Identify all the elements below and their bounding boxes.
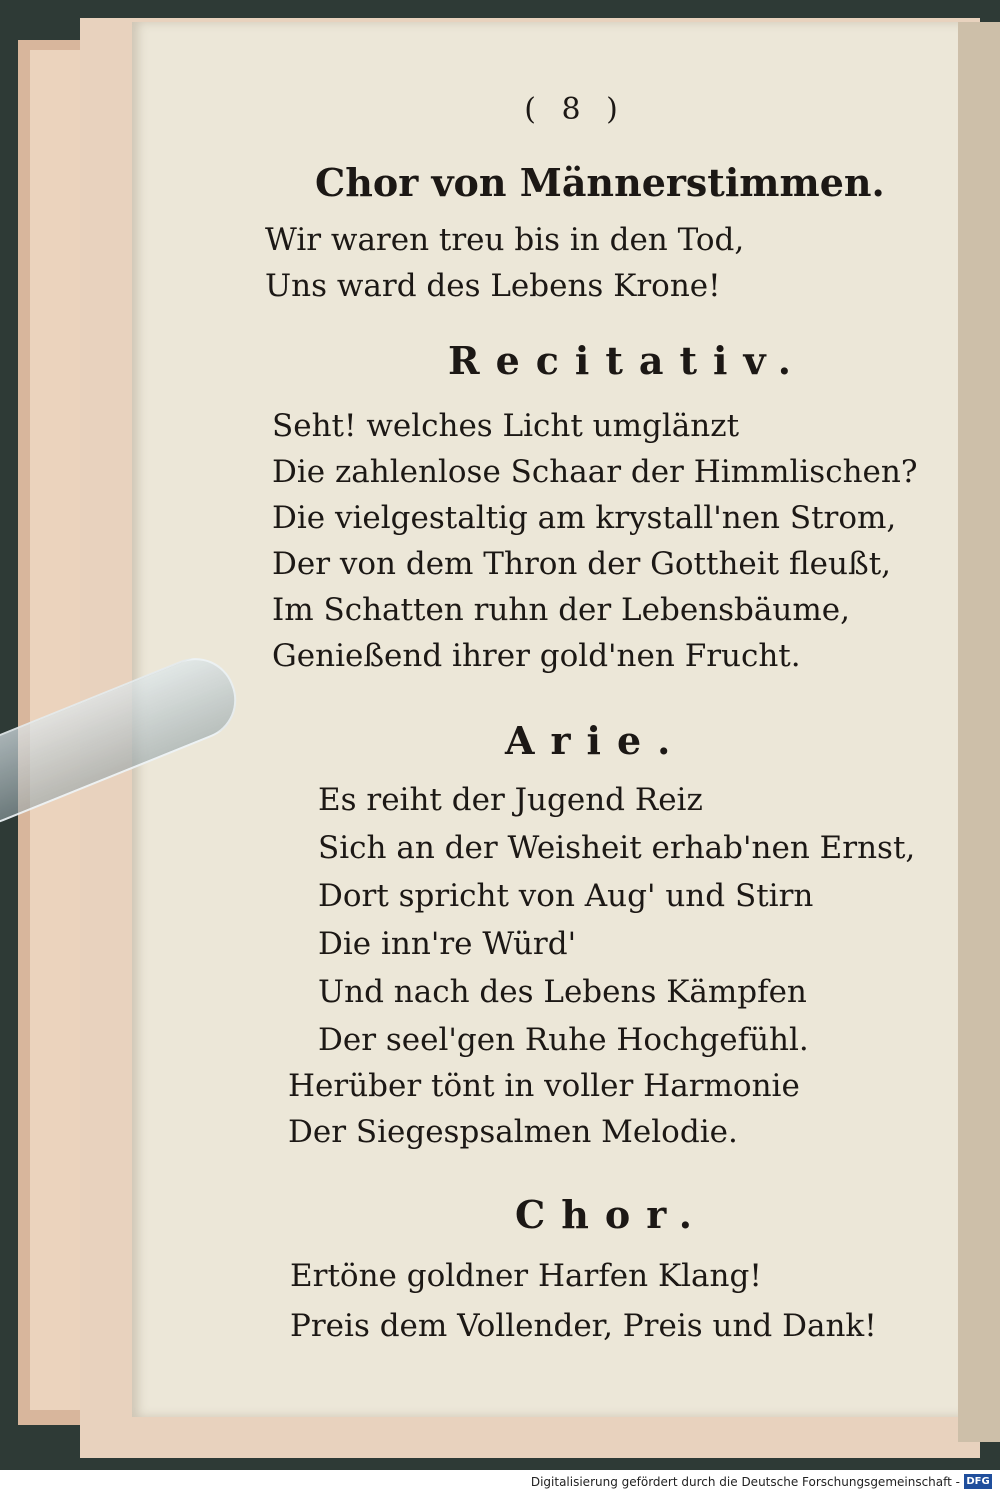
page-number: ( 8 )	[524, 92, 626, 127]
verse-line: Der Siegespsalmen Melodie.	[288, 1114, 738, 1150]
verse-line: Es reiht der Jugend Reiz	[318, 782, 703, 818]
verse-line: Der von dem Thron der Gottheit fleußt,	[272, 546, 892, 582]
verse-line: Der seel'gen Ruhe Hochgefühl.	[318, 1022, 809, 1058]
verse-line: Wir waren treu bis in den Tod,	[265, 222, 745, 258]
verse-line: Genießend ihrer gold'nen Frucht.	[272, 638, 801, 674]
verse-line: Die inn're Würd'	[318, 926, 577, 962]
verse-line: Ertöne goldner Harfen Klang!	[290, 1258, 762, 1294]
verse-line: Preis dem Vollender, Preis und Dank!	[290, 1308, 877, 1344]
heading-chor: Chor.	[515, 1192, 708, 1237]
verse-line: Und nach des Lebens Kämpfen	[318, 974, 807, 1010]
dfg-logo-icon: DFG	[964, 1474, 992, 1489]
verse-line: Seht! welches Licht umglänzt	[272, 408, 740, 444]
footer-bar	[0, 1470, 1000, 1495]
verse-line: Sich an der Weisheit erhab'nen Ernst,	[318, 830, 916, 866]
funding-notice: Digitalisierung gefördert durch die Deutsche Forschungsgemeinschaft -	[530, 1475, 960, 1489]
heading-arie: Arie.	[505, 718, 687, 763]
verse-line: Im Schatten ruhn der Lebensbäume,	[272, 592, 850, 628]
heading-chor-maennerstimmen: Chor von Männerstimmen.	[315, 160, 885, 205]
verse-line: Die vielgestaltig am krystall'nen Strom,	[272, 500, 897, 536]
verse-line: Die zahlenlose Schaar der Himmlischen?	[272, 454, 918, 490]
verse-line: Dort spricht von Aug' und Stirn	[318, 878, 814, 914]
verse-line: Uns ward des Lebens Krone!	[265, 268, 721, 304]
heading-recitativ: Recitativ.	[448, 338, 807, 383]
verse-line: Herüber tönt in voller Harmonie	[288, 1068, 800, 1104]
